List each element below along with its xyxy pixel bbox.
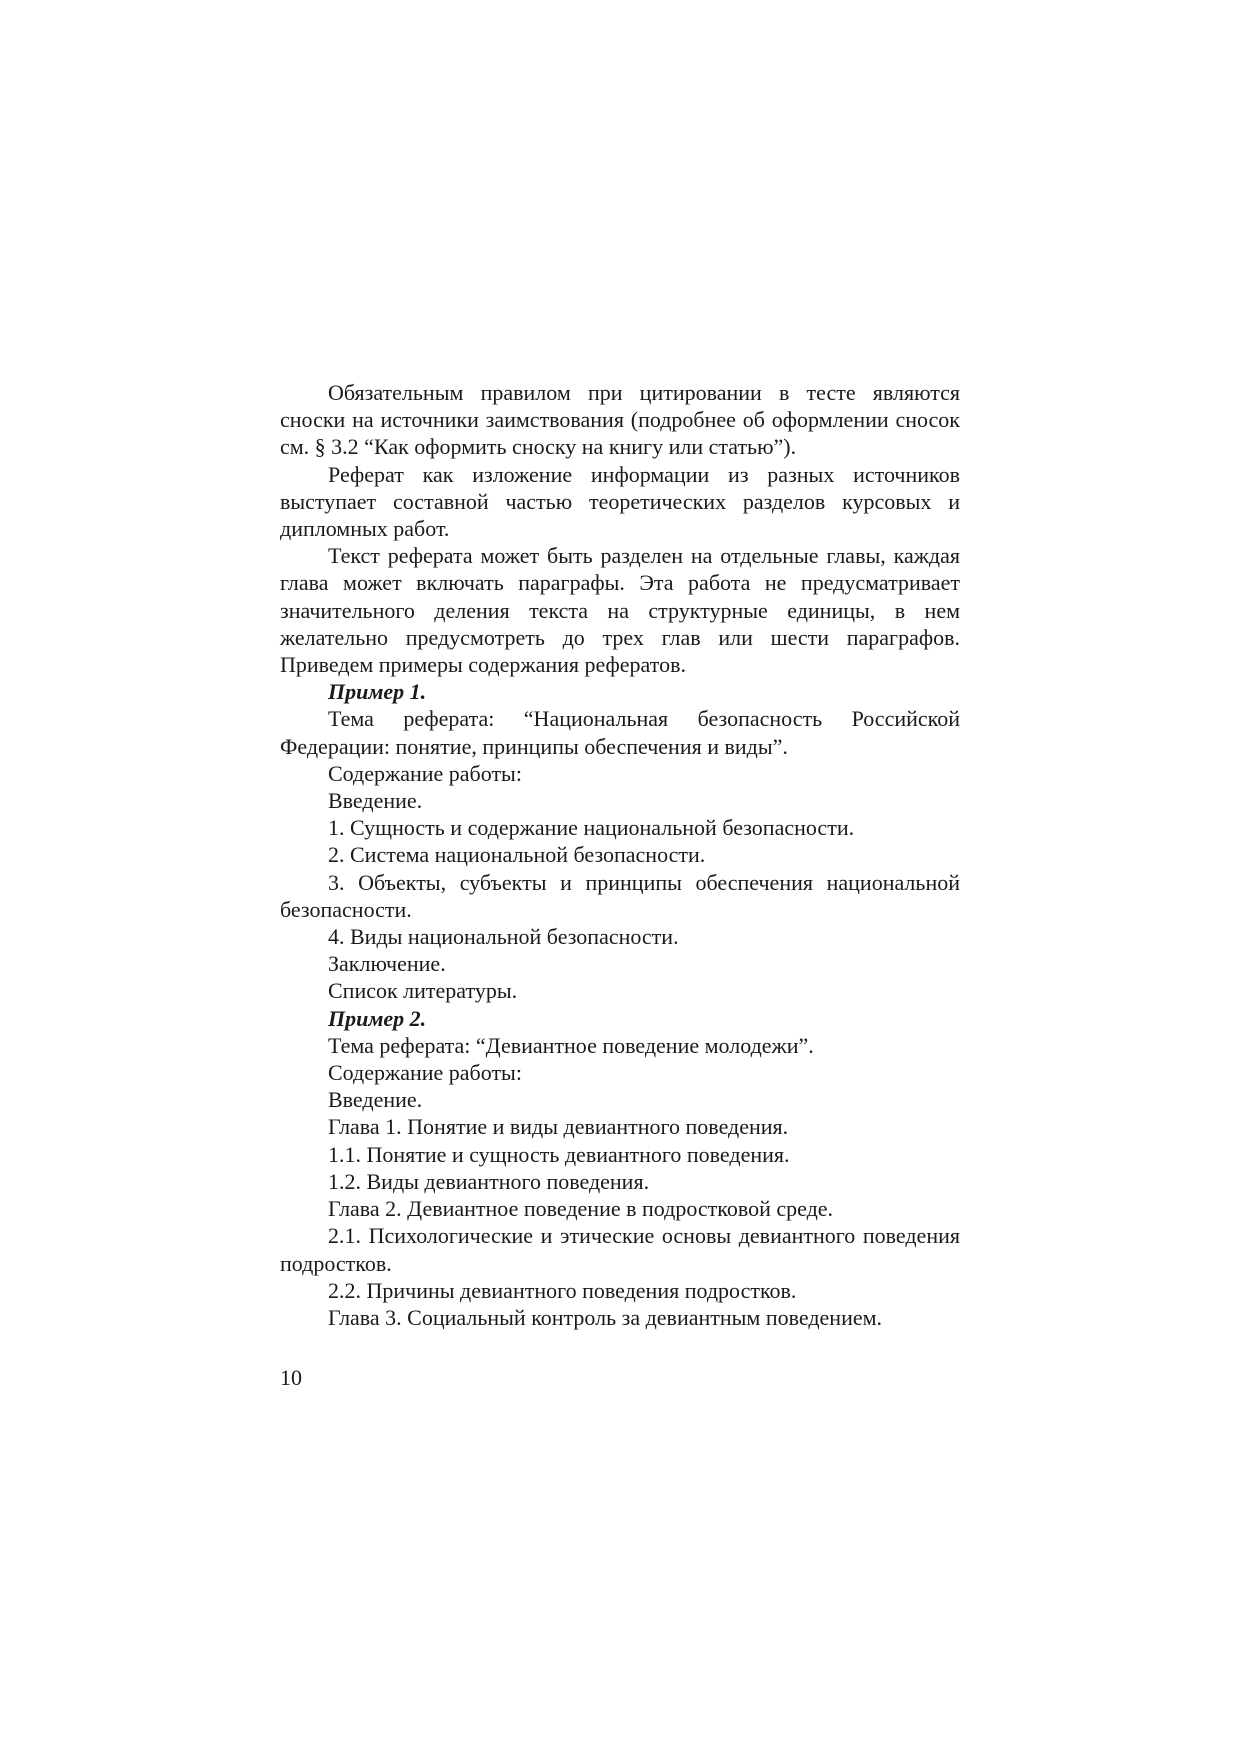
paragraph-abstract-definition: Реферат как изложение информации из разных источников выступает составной частью теоретических разделов курсовых и дипломных работ. <box>280 461 960 542</box>
example-2-contents-label: Содержание работы: <box>328 1060 522 1086</box>
example-2-item: 1.2. Виды девиантного поведения. <box>328 1168 650 1194</box>
example-1-heading: Пример 1. <box>328 679 427 705</box>
example-1-item: 2. Система национальной безопасности. <box>328 842 706 868</box>
example-1-item: Введение. <box>328 788 423 814</box>
example-2-topic: Тема реферата: “Девиантное поведение молодежи”. <box>328 1032 814 1058</box>
example-2-item: Глава 1. Понятие и виды девиантного поведения. <box>328 1114 789 1140</box>
example-1-topic: Тема реферата: “Национальная безопасность Российской Федерации: понятие, принципы обеспечения и виды”. <box>280 706 960 759</box>
example-2-item: Глава 2. Девиантное поведение в подростковой среде. <box>328 1196 834 1222</box>
example-2-item: 1.1. Понятие и сущность девиантного поведения. <box>328 1141 790 1167</box>
paragraph-abstract-structure: Текст реферата может быть разделен на отдельные главы, каждая глава может включать параграфы. Эта работа не предусматривает значительного деления текста на структурные единицы, в нем желательно предусмотреть до трех глав или шести параграфов. Приведем примеры содержания рефератов. <box>280 543 960 678</box>
example-2-item: Введение. <box>328 1087 423 1113</box>
example-2-item: 2.1. Психологические и этические основы девиантного поведения подростков. <box>280 1223 960 1276</box>
example-1-contents-label: Содержание работы: <box>328 760 522 786</box>
example-1-item: 3. Объекты, субъекты и принципы обеспечения национальной безопасности. <box>280 869 960 922</box>
example-1-item: Заключение. <box>328 951 446 977</box>
paragraph-citation-rule: Обязательным правилом при цитировании в тесте являются сноски на источники заимствования (подробнее об оформлении сносок см. § 3.2 “Как оформить сноску на книгу или статью”). <box>280 380 960 460</box>
example-1-item: Список литературы. <box>328 978 518 1004</box>
body-text <box>280 379 960 1331</box>
page-number: 10 <box>280 1365 302 1390</box>
example-1-item: 1. Сущность и содержание национальной безопасности. <box>328 815 855 841</box>
example-2-item: Глава 3. Социальный контроль за девиантным поведением. <box>328 1304 883 1330</box>
example-1-item: 4. Виды национальной безопасности. <box>328 924 679 950</box>
example-2-item: 2.2. Причины девиантного поведения подростков. <box>328 1277 797 1303</box>
example-2-heading: Пример 2. <box>328 1005 427 1031</box>
